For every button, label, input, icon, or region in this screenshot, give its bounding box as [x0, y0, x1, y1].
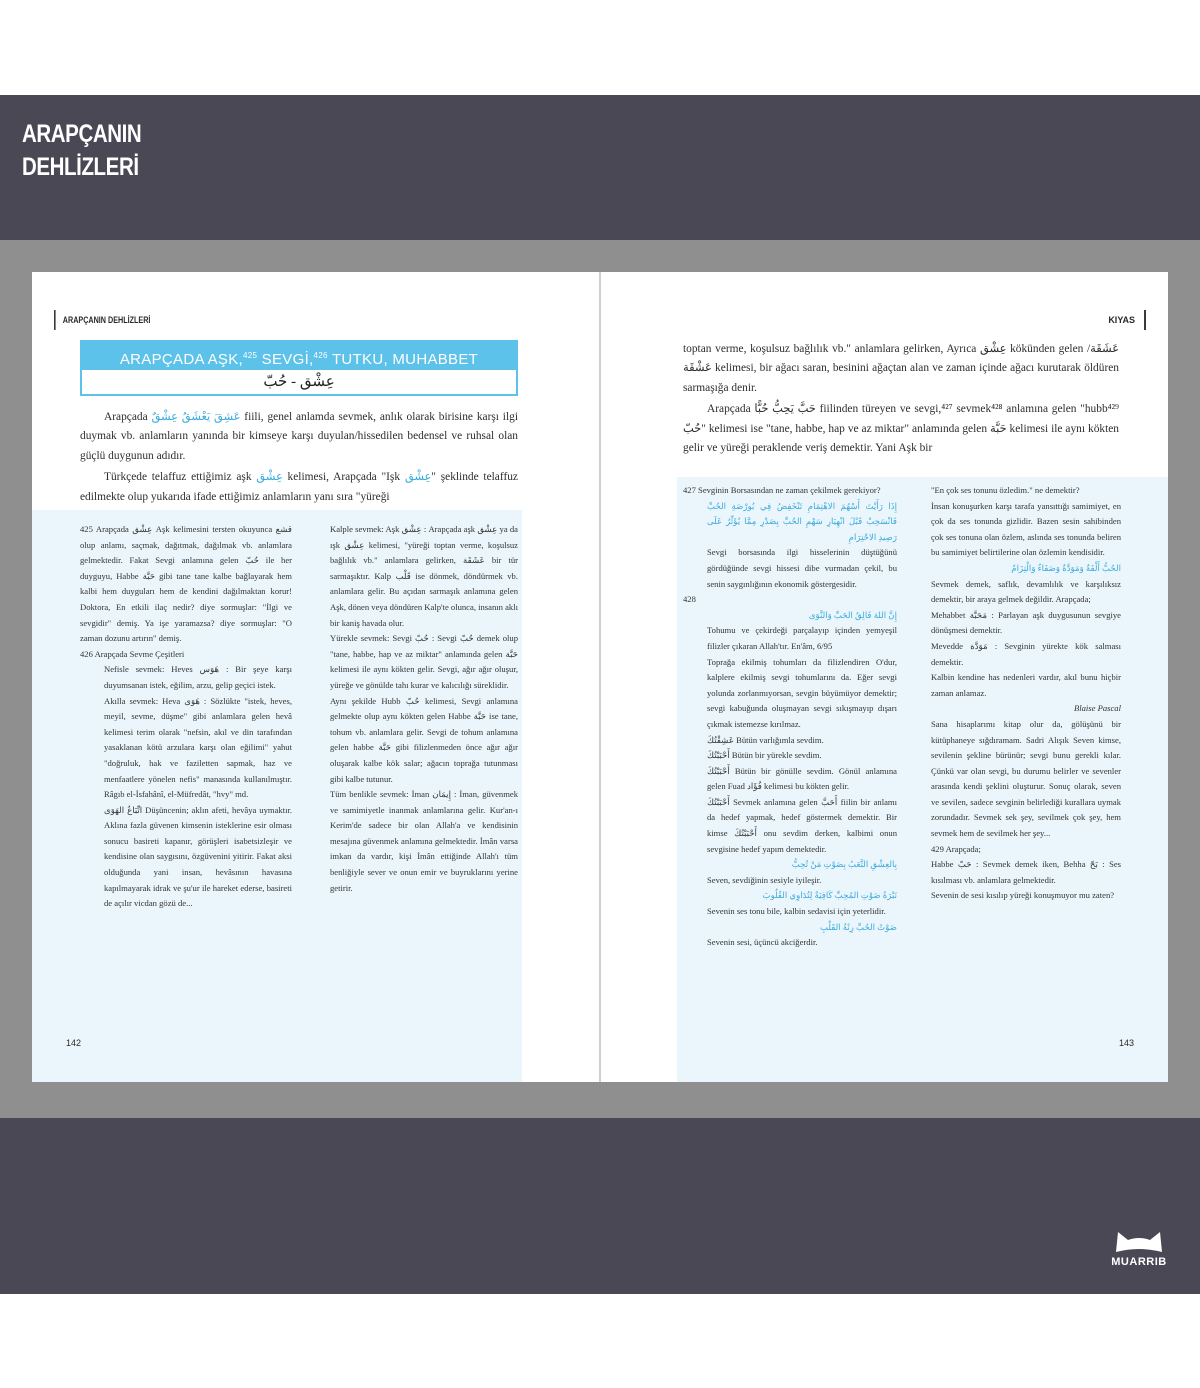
closing-question: Sevenin de sesi kısılıp yüreği konuşmuyor mu zaten? — [931, 890, 1115, 901]
arabic-saying-3: صَوْتُ الحُبِّ رِئَةُ القَلْبِ — [819, 921, 897, 932]
footnotes-panel-left — [32, 510, 522, 1082]
title-part-2: SEVGİ, — [257, 351, 314, 368]
book-title-line2: DEHLİZLERİ — [22, 153, 139, 181]
sevmek-demek: Sevmek demek, saflık, devamlılık ve karşılıksız demektir, bir araya gelmek değildir. Arapçada; — [931, 578, 1121, 605]
footnotes-column-3 — [683, 483, 897, 951]
footnote-427-translation: Sevgi borsasında ilgi hisselerinin düştüğünü gördüğünde sevgi hissesi dibe vurmadan çekil, bu senin saygınlığının ekonomik göstergesidir. — [707, 547, 897, 589]
publisher-logo — [1105, 1228, 1173, 1268]
section-title-box — [80, 340, 518, 396]
page-number-right: 143 — [1118, 1038, 1134, 1048]
phrase-2: أَحْبَبْتُكَ Bütün bir yürekle sevdim. — [707, 750, 822, 761]
pascal-quote: Kalbin kendine has nedenleri vardır, akıl bunu hiçbir zaman anlamaz. — [931, 672, 1121, 698]
left-page — [32, 272, 599, 1082]
arabic-inline: عَشِقَ يَعْشَقُ عِشْقٌ — [147, 411, 245, 423]
section-title-arabic: عِشْق - حُبّ — [263, 374, 335, 390]
ses-tonu-question: "En çok ses tonunu özledim." ne demektir? — [931, 485, 1080, 495]
phrase-3: أَحْبَبْتُكَ Bütün bir gönülle sevdim. Gönül anlamına gelen Fuad فُؤَاد kelimesi bu kökten gelir. — [707, 765, 897, 792]
title-footnote-426: 426 — [313, 351, 328, 360]
footnote-428: 428 — [683, 594, 696, 605]
title-footnote-425: 425 — [242, 351, 258, 360]
phrase-4: أَحْبَبْتُكَ Sevmek anlamına gelen أَحَبَّ fiilin bir anlamı da hedef yapmak, hedef göstermek demektir. Bir kimse أَحْبَبْتُكَ onu sevdim derken, kalbimi onun sevgisine hedef yapım demektedir. — [707, 796, 897, 854]
footnote-nefisle: Nefisle sevmek: Heves هَوَس : Bir şeye karşı duyumsanan istek, eğilim, arzu, gelip geçici istek. — [104, 664, 292, 690]
left-body-text — [80, 408, 518, 509]
saying-2: Sevenin ses tonu bile, kalbin sedavisi için yeterlidir. — [707, 906, 886, 917]
habbe-behha: Habbe حَبّ : Sevmek demek iken, Behha بَحّ : Ses kısılması vb. anlamlara gelmektedir. — [931, 859, 1122, 885]
book-title — [22, 118, 141, 184]
arabic-verse: إِنَّ اللهَ فَالِقُ الحَبِّ وَالنَّوَى — [808, 609, 897, 620]
footnote-kalple: Kalple sevmek: Aşk عِشْق : Arapçada aşk عِشْق ya da ışk عِشْق kelimesi, "yüreği toptan verme, koşulsuz bağlılık vb." anlamlara gelirken, عَشَقَة bir tür sarmaşıktır. Kalp قَلْب ise dönmek, döndürmek vb. anlamlara gelir. Bu açıdan sarmaşık anlamına gelen Aşk, dönen veya döndüren Kalp'te olunca, insanın aklı bir kaniş havada olur. — [330, 524, 518, 628]
footnotes-column-1 — [80, 522, 292, 912]
footnotes-column-2 — [330, 522, 518, 896]
running-head-left: ARAPÇANIN DEHLİZLERİ — [54, 310, 150, 330]
phrase-1: عَشِقْتُكَ Bütün varlığımla sevdim. — [707, 734, 824, 745]
arabic-saying-1: بِالعِشْقِ التَّعَبُ بِصَوْتِ مَنْ تُحِبُّ — [791, 859, 897, 870]
ses-tonu-answer: İnsan konuşurken karşı tarafa yansıttığı samimiyet, en çok da ses tonunda gizlidir. Bazen sesin sahibinden çok ses tonuna olan özlem, aslında ses tonunda beliren bu samimiyet belirtilerine olan özlemin kendisidir. — [931, 500, 1121, 558]
footer-band — [0, 1118, 1200, 1294]
footnotes-column-4 — [931, 483, 1121, 904]
right-paragraph-2: Arapçada حَبَّ يَحِبُّ حُبًّا fiilinden türeyen ve sevgi,⁴²⁷ sevmek⁴²⁸ anlamına gelen "hubb⁴²⁹ حُبّ" kelimesi ise "tane, habbe, hap ve az miktar" anlamında gelen حَبَّة kelimesi ile aynı kökten gelir ve yüreği peraklende veriş demektir. Yani Aşk bir — [683, 403, 1119, 455]
right-body-text — [683, 340, 1119, 460]
cat-ears-logo-icon — [1114, 1228, 1164, 1254]
alisik-quote: Sana hisaplarımı kitap olur da, gölüşünü bir kütüphaneye sığdıramam. Sadri Alışık Seven kimse, sevilenin şekline bürünür; sevgi bunu gerekli kılar. Çünkü var olan sevgi, bu durumu belirler ve sevenler arasında kendi şeklini oluşturur. Sonuç olarak, seven ve sevilen, sadece sevginin belirlediği kurallara uymak zorundadır. Sevmek sek şey, sevilmek çok şey, hem sevmek hem de sevilmek her şey... — [931, 718, 1121, 839]
mevedde-definition: Mevedde مَوَدَّة : Sevginin yürekte kök salması demektir. — [931, 640, 1121, 667]
left-paragraph-2: Türkçede telaffuz ettiğimiz aşk عِشْق kelimesi, Arapçada "Işk عِشْق" şeklinde telaffuz edilmekte olup yukarıda ifade ettiğimiz anlamların yanı sıra "yüreği — [80, 471, 518, 503]
page-number-left: 142 — [66, 1038, 82, 1048]
left-paragraph-1: Arapçada عَشِقَ يَعْشَقُ عِشْقٌ fiili, genel anlamda sevmek, anlık olarak birisine karşı ilgi duymak vb. anlamların yanında bir kimseye karşı duyulan/hissedilen bedensel ve ruhsal olan güçlü duygunun adıdır. — [80, 411, 518, 462]
footnote-425: 425 Arapçada عِشْق Aşk kelimesini tersten okuyunca قشع olup anlamı, saçmak, dağıtmak, dağılmak vb. anlamlara gelmektedir. Fakat Sevgi anlamına gelen حُبّ ile her duyguyu, Habbe حَبَّة gibi tane tane kalbe bağlayarak hem kalbi hem duyguları hem de kendini dağılmaktan korur! Doktora, En etkili ilaç nedir? diye sormuşlar: "İlgi ve sevgidir" demiş. Ya işe yaramazsa? diye sormuşlar: "O zaman dozunu artırın" demiş. — [80, 524, 292, 644]
title-part-1: ARAPÇADA AŞK, — [119, 351, 243, 368]
right-page — [601, 272, 1168, 1082]
arabic-quote: إِذَا رَأَيْتَ أَسْهُمَ الاهْتِمَامِ تَنْخَفِضُ فِي بُورْصَةِ الحُبِّ فَانْسَحِبْ قَبْلَ انْهِيَارِ سَهْمِ الحُبِّ بِصَدْرِ مِمَّا يُؤَثِّرُ عَلَى رَصِيدِ الاحْتِرَامِ — [707, 500, 897, 542]
arabic-inline: عِشْق — [400, 471, 432, 484]
bottom-margin — [0, 1294, 1200, 1388]
arabic-inline: عِشْق — [251, 471, 288, 484]
verse-translation: Tohumu ve çekirdeği parçalayıp içinden yemyeşil filizler çıkaran Allah'tır. En'âm, 6/95 — [707, 625, 897, 651]
header-banner — [0, 95, 1200, 240]
book-title-line1: ARAPÇANIN — [22, 120, 142, 148]
footnote-tum-benlikle: Tüm benlikle sevmek: İman إِيمَان : İman, güvenmek ve samimiyetle inanmak anlamlarına gelir. Kur'an-ı Kerim'de sadece bir olan Allah'a ve kendisinin mesajına güvenmek anlamına gelmektedir. İmân varsa imkan da vardır, kişi İmân ettiğinde Allah'ı tüm benliğiyle sever ve onun emir ve buyruklarını yerine getirir. — [330, 789, 519, 893]
footnote-yurekle: Yürekle sevmek: Sevgi حُبّ : Sevgi حُبّ demek olup "tane, habbe, hap ve az miktar" anlamında gelen حَبَّة kelimesi ile aynı kökten gelir. Sevgi, ağır ağır oluşur, yüreğe ve gönülde tahı kurar ve kalıcılığı süreklidir. — [330, 633, 518, 690]
footnote-hubb: Aynı şekilde Hubb حُبّ kelimesi, Sevgi anlamına gelmekte olup aynı kökten gelen Habbe حَبَّة ise tane, tohum vb. anlamlara gelir. Sevgi de tohum anlamına gelen habbe حَبَّة gibi filizlenmeden önce ağır ağır oluşarak kalbe kök salar; ağacın toprağa tutunması gibi kalbe tutunur. — [330, 695, 519, 784]
footnote-hevaya-uymak: اتِّبَاعُ الهَوَى Düşüncenin; aklın afeti, hevâya uymaktır. Aklına fazla güvenen kimsenin isteklerine esir olması sonucu basireti kapanır, görüşleri isabetsizleşir ve kendisine olan saygısını, özgüvenini yitirir. Fakat aksi olduğunda yani insan, hevâsının havasına kapılmayarak idrak ve şu'ur ile hareket ederse, basireti de açılır vicdan gözü de... — [104, 804, 292, 909]
footnote-429: 429 Arapçada; — [931, 843, 981, 854]
publisher-name: MUARRIB — [1111, 1256, 1167, 1268]
footnote-428-text: Toprağa ekilmiş tohumları da filizlendiren O'dur, kalplere ekilmiş sevgi tohumlarını da. Eğer sevgi yolunda zorlanmıyorsan, sevgin büyümüyor demektir; sevgi kabuğunda oluşmayan sevgi sıkışmayıp dışarı çıkmak istemezse kırılmaz. — [707, 656, 897, 729]
title-part-3: TUTKU, MUHABBET — [327, 351, 479, 368]
section-title — [82, 342, 516, 370]
footnotes-panel-right — [677, 477, 1168, 1082]
footnote-akilla: Akılla sevmek: Heva هَوَى : Sözlükte "istek, heves, meyil, sevme, düşme" gibi anlamlara gelen hevâ kelimesi terim olarak "nefsin, akıl ve din tarafından yasaklanan kötü arzulara karşı olan eğilimi" yahut "doğruluk, hak ve faziletten sapmak, haz ve menfaatlere yönelen nefis" manasında kullanılmıştır. Râgıb el-İsfahânî, el-Müfredât, "hvy" md. — [104, 695, 292, 800]
mehabbet-definition: Mehabbet مَحَبَّة : Parlayan aşk duygusunun sevgiye dönüşmesi demektir. — [931, 609, 1121, 636]
right-paragraph-1: toptan verme, koşulsuz bağlılık vb." anlamlara gelirken, Ayrıca عِشْق kökünden gelen عَشَقَة/عَشْقَة kelimesi, bir ağacı saran, besinini ağaçtan alan ve zaman içinde ağacı kurutarak öldüren sarmaşığa denir. — [683, 343, 1119, 394]
running-head-right: KIYAS — [1108, 310, 1146, 330]
arabic-definition: الحُبُّ أَلْفَةٌ وَمَوَدَّةٌ وَصَفَاءٌ وَالْتِزَامٌ — [1011, 562, 1121, 573]
top-margin — [0, 0, 1200, 95]
footnote-426-heading: 426 Arapçada Sevme Çeşitleri — [80, 648, 185, 659]
pascal-attribution: Blaise Pascal — [1073, 703, 1121, 714]
saying-1: Seven, sevdiğinin sesiyle iyileşir. — [707, 874, 822, 885]
saying-3: Sevenin sesi, üçüncü akciğerdir. — [707, 937, 818, 948]
footnote-427: 427 Sevginin Borsasından ne zaman çekilmek gerekiyor? — [683, 485, 881, 495]
arabic-saying-2: نَبْرَةُ صَوْتِ المُحِبِّ كَافِيَةٌ لِتُدَاوِي القُلُوبَ — [762, 890, 897, 901]
